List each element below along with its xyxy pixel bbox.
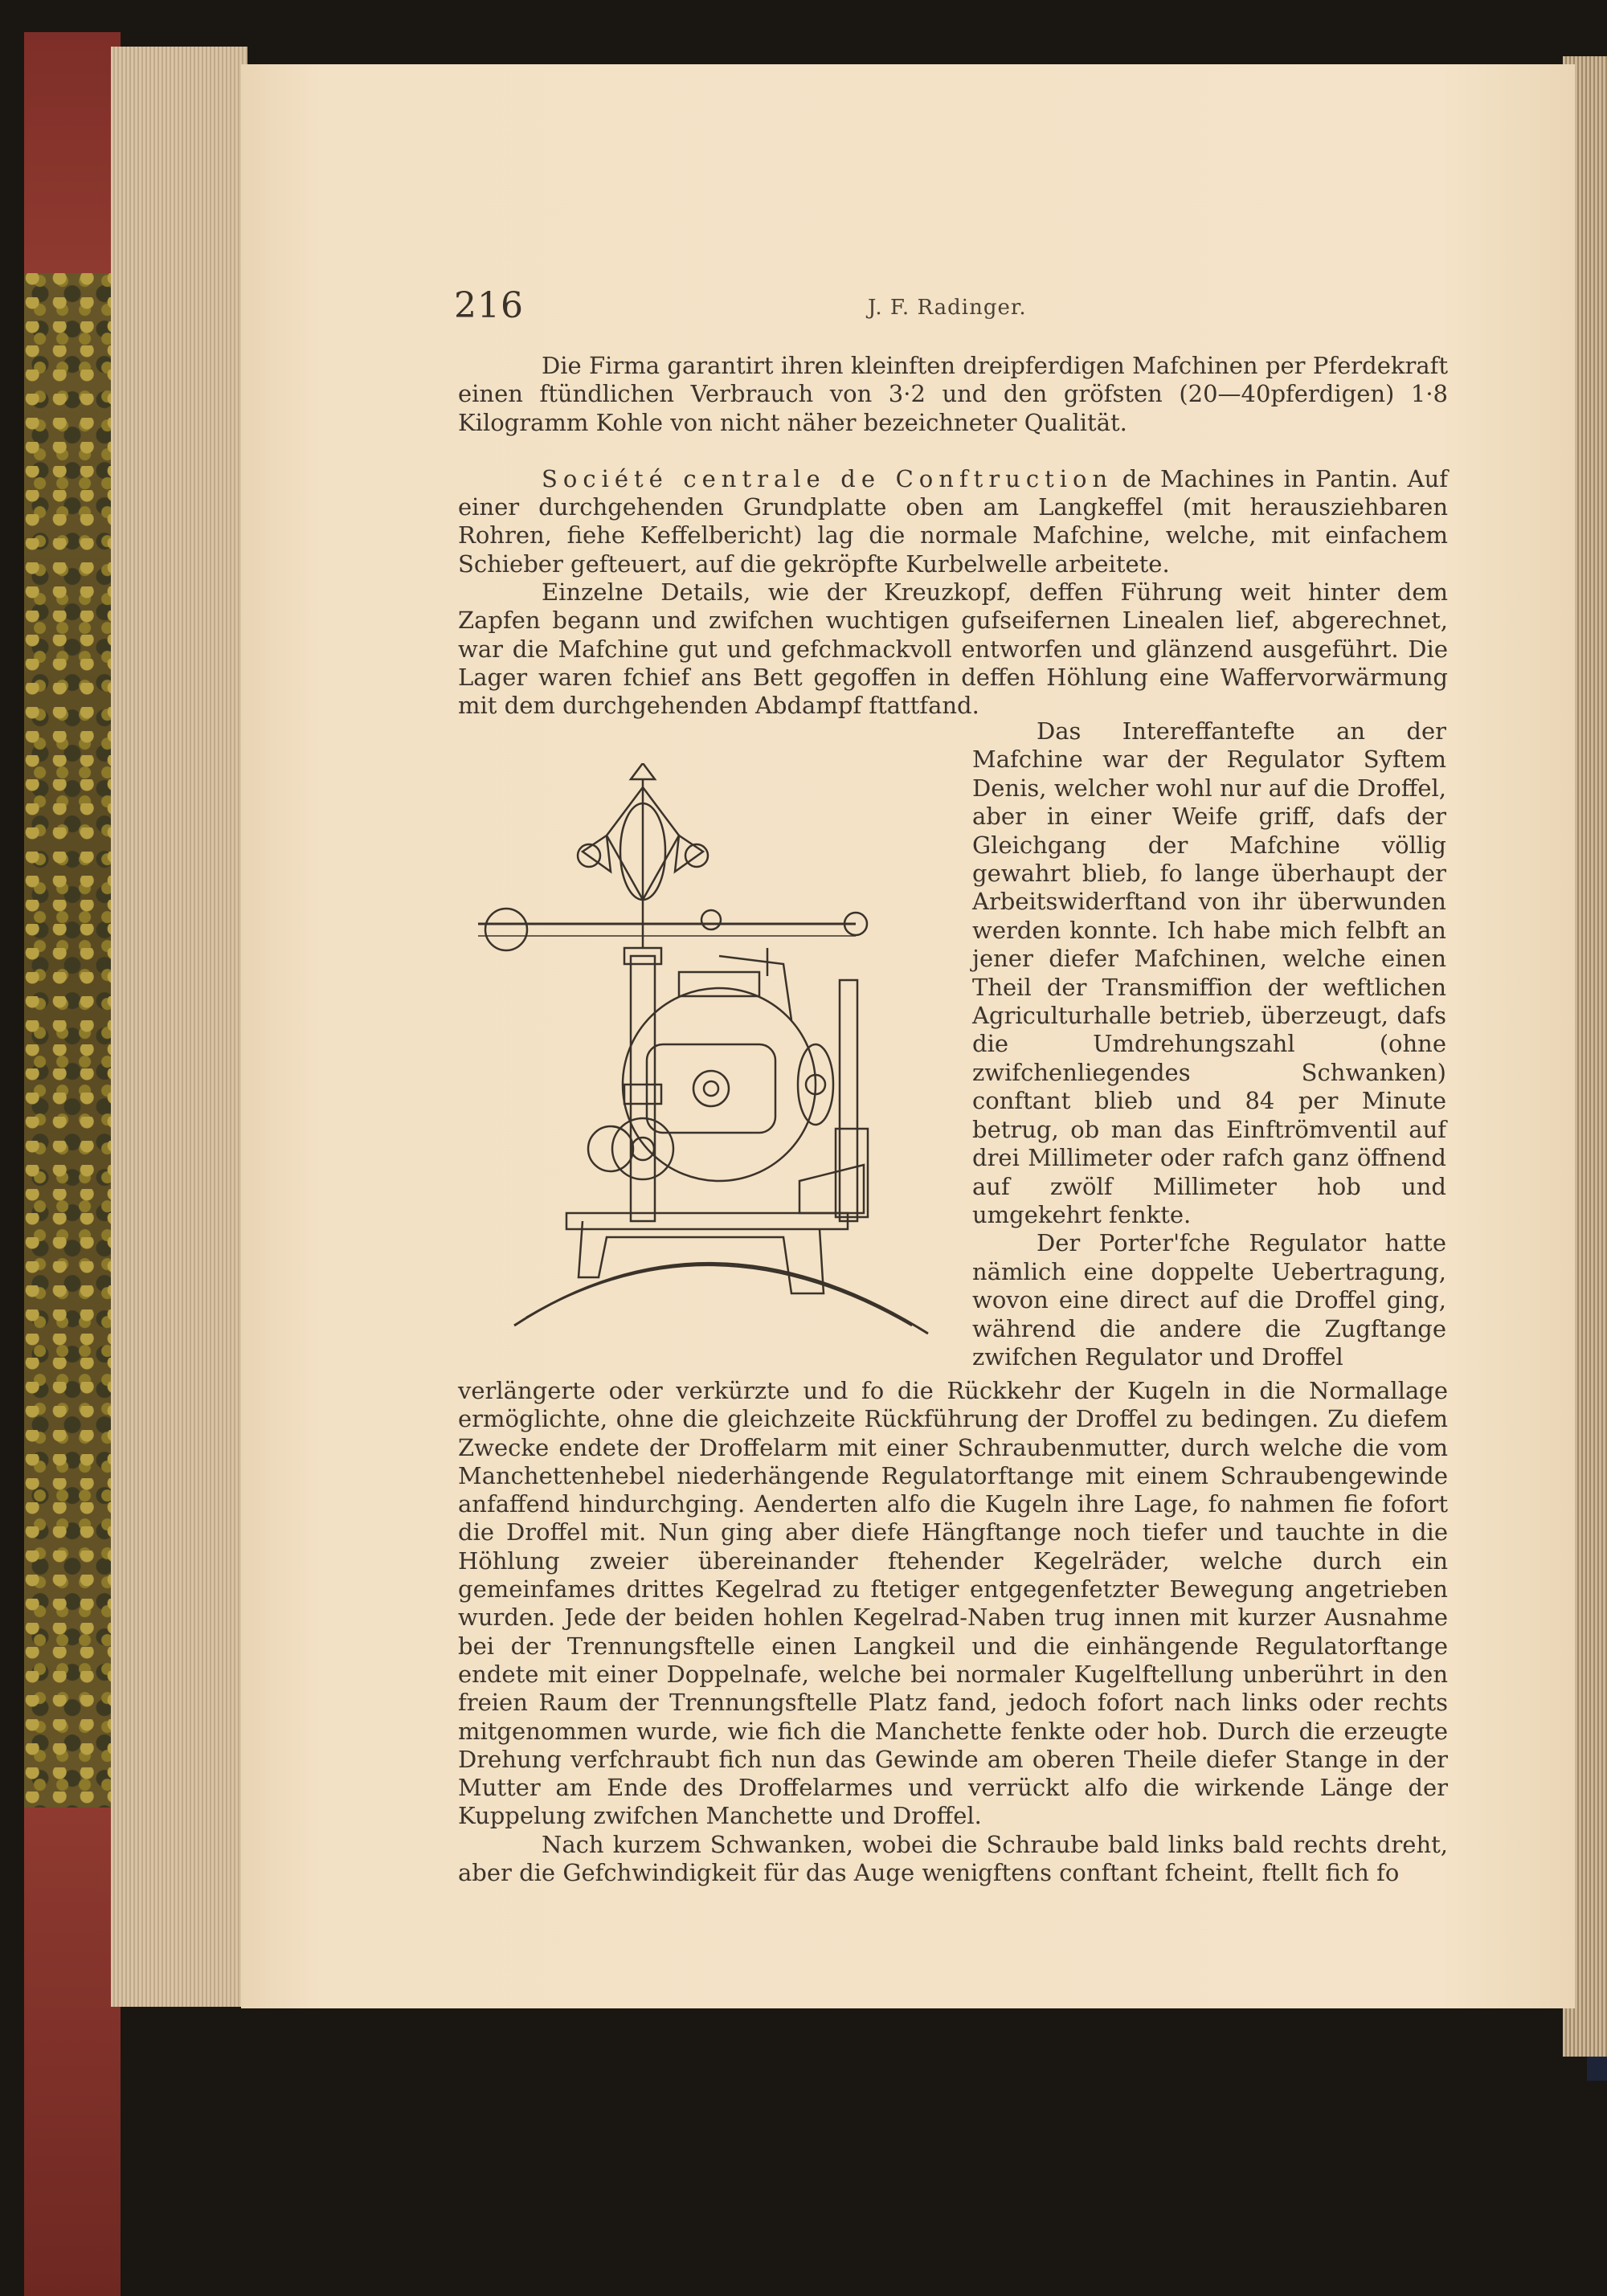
page-number: 216 xyxy=(454,285,524,326)
cover-leather-bottom xyxy=(24,1808,121,2296)
running-head: J. F. Radinger. xyxy=(868,296,1027,320)
text-lower xyxy=(458,1377,1448,1887)
text-upper xyxy=(458,352,1448,721)
page-edges-left xyxy=(111,47,247,2007)
text-right-column xyxy=(972,717,1446,1371)
paragraph-6: Nach kurzem Schwanken, wobei die Schraube bald links bald rechts dreht, aber die Gefchwindigkeit für das Auge wenigftens conftant fcheint, ftellt fich fo xyxy=(458,1830,1448,1887)
paragraph-1: Die Firma garantirt ihren kleinften dreipferdigen Mafchinen per Pferdekraft einen ftündlichen Verbrauch von 3·2 und den gröfsten (20—40pferdigen) 1·8 Kilogramm Kohle von nicht näher bezeichneter Qualität. xyxy=(458,352,1448,436)
company-name: Société centrale de Conftruction xyxy=(542,464,1114,492)
regulator-engine-figure xyxy=(446,763,944,1342)
paragraph-4: Das Intereffantefte an der Mafchine war der Regulator Syftem Denis, welcher wohl nur auf die Droffel, aber in einer Weife griff, dafs der Gleichgang der Mafchine völlig gewahrt blieb, fo lange überhaupt der Arbeitswiderftand von ihr überwunden werden konnte. Ich habe mich felbft an jener diefer Mafchinen, welche einen Theil der Transmiffion der weftlichen Agriculturhalle betrieb, überzeugt, dafs die Umdrehungszahl (ohne zwifchenliegendes Schwanken) conftant blieb und 84 per Minute betrug, ob man das Einftrömventil auf drei Millimeter oder rafch ganz öffnend auf zwölf Millimeter hob und umgekehrt fenkte. xyxy=(972,717,1446,1228)
paragraph-2 xyxy=(458,465,1448,578)
paragraph-2-rest: de Machines in Pantin. Auf einer durchgehenden Grundplatte oben am Langkeffel (mit herausziehbaren Rohren, fiehe Keffelbericht) lag die normale Mafchine, welche, mit einfachem Schieber gefteuert, auf die gekröpfte Kurbelwelle arbeitete. xyxy=(458,464,1448,578)
cover-leather-top xyxy=(24,32,121,273)
paragraph-3: Einzelne Details, wie der Kreuzkopf, deffen Führung weit hinter dem Zapfen begann und zwifchen wuchtigen gufseifernen Linealen lief, abgerechnet, war die Mafchine gut und gefchmackvoll entworfen und glänzend ausgeführt. Die Lager waren fchief ans Bett gegoffen in deffen Höhlung eine Waffervorwärmung mit dem durchgehenden Abdampf ftattfand. xyxy=(458,578,1448,720)
paragraph-5b: verlängerte oder verkürzte und fo die Rückkehr der Kugeln in die Normallage ermöglichte, ohne die gleichzeite Rückführung der Droffel zu bedingen. Zu diefem Zwecke endete der Droffelarm mit einer Schraubenmutter, durch welche die vom Manchettenhebel niederhängende Regulatorftange mit einem Schraubengewinde anfaffend hindurchging. Aenderten alfo die Kugeln ihre Lage, fo nahmen fie fofort die Droffel mit. Nun ging aber diefe Hängftange noch tiefer und tauchte in die Höhlung zweier übereinander ftehender Kegelräder, welche durch ein gemeinfames drittes Kegelrad zu ftetiger entgegenfetzter Bewegung angetrieben wurden. Jede der beiden hohlen Kegelrad-Naben trug innen mit kurzer Ausnahme bei der Trennungsftelle einen Langkeil und die einhängende Regulatorftange endete mit einer Doppelnafe, welche bei normaler Kugelftellung unberührt in den freien Raum der Trennungsftelle Platz fand, jedoch fofort nach links oder rechts mitgenommen wurde, wie fich die Manchette fenkte oder hob. Durch die erzeugte Drehung verfchraubt fich nun das Gewinde am oberen Theile diefer Stange in der Mutter am Ende des Droffelarmes und verrückt alfo die wirkende Länge der Kuppelung zwifchen Manchette und Droffel. xyxy=(458,1377,1448,1830)
paragraph-5a: Der Porter'fche Regulator hatte nämlich eine doppelte Uebertragung, wovon eine direct auf die Droffel ging, während die andere die Zugftange zwifchen Regulator und Droffel xyxy=(972,1229,1446,1371)
